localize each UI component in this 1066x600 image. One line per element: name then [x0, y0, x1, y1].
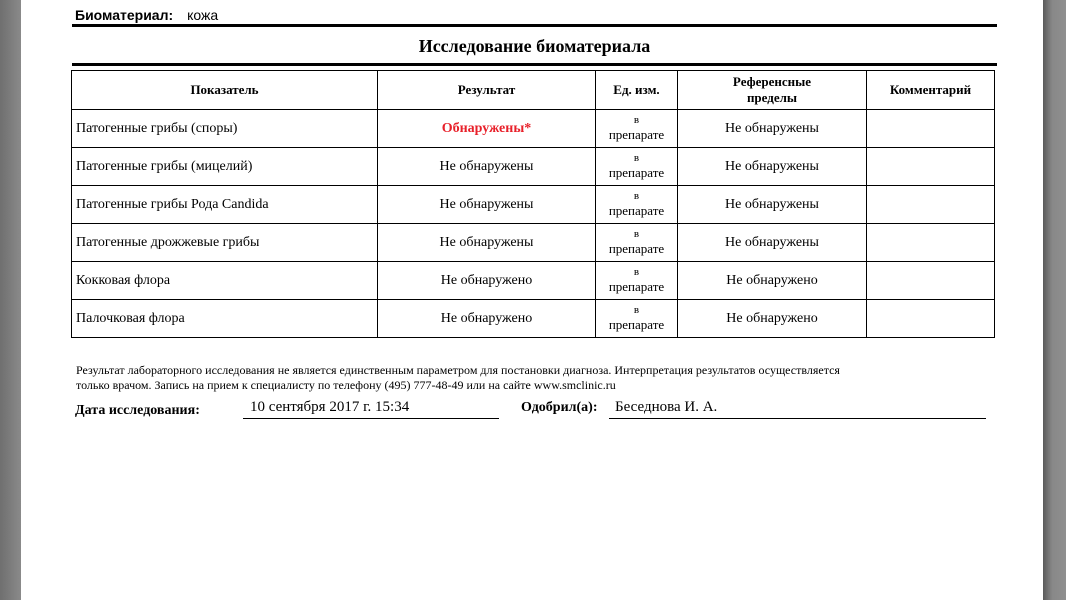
- cell-result: Не обнаружены: [378, 148, 596, 186]
- approved-value-wrap: [615, 398, 717, 416]
- cell-reference: Не обнаружены: [678, 186, 867, 224]
- col-header-comment: Комментарий: [867, 71, 995, 110]
- approved-value: Беседнова И. А.: [615, 399, 718, 415]
- cell-result: Не обнаружено: [378, 262, 596, 300]
- approved-underline: [609, 418, 986, 419]
- cell-unit: [596, 186, 678, 224]
- cell-unit: [596, 148, 678, 186]
- cell-comment: [867, 300, 995, 338]
- biomaterial-label: Биоматериал:: [75, 7, 174, 23]
- approved-label: Одобрил(а):: [521, 400, 598, 415]
- cell-comment: [867, 262, 995, 300]
- cell-comment: [867, 224, 995, 262]
- disclaimer-line2: только врачом. Запись на прием к специалисту по телефону (495) 777-48-49 или на сайте www.smclinic.ru: [76, 378, 616, 392]
- date-underline: [243, 418, 499, 419]
- document-page: [21, 0, 1043, 600]
- title-rule: [72, 63, 997, 66]
- cell-comment: [867, 148, 995, 186]
- date-label-wrap: [75, 401, 200, 419]
- cell-result-positive: Обнаружены*: [378, 110, 596, 148]
- cell-reference: Не обнаружены: [678, 110, 867, 148]
- cell-unit-line1: в: [633, 114, 640, 126]
- cell-result: Не обнаружены: [378, 224, 596, 262]
- date-value: 10 сентября 2017 г. 15:34: [250, 399, 410, 415]
- cell-reference: Не обнаружены: [678, 148, 867, 186]
- table-header-row: [72, 71, 995, 110]
- cell-indicator: Патогенные грибы Рода Candida: [72, 186, 378, 224]
- col-header-indicator: Показатель: [72, 71, 378, 110]
- cell-indicator: Патогенные грибы (мицелий): [72, 148, 378, 186]
- cell-reference: Не обнаружено: [678, 262, 867, 300]
- cell-result: Не обнаружены: [378, 186, 596, 224]
- top-rule: [72, 24, 997, 27]
- cell-reference: Не обнаружены: [678, 224, 867, 262]
- cell-indicator: Патогенные дрожжевые грибы: [72, 224, 378, 262]
- cell-unit-line1: в: [633, 228, 640, 240]
- section-title: Исследование биоматериала: [418, 36, 651, 56]
- cell-reference: Не обнаружено: [678, 300, 867, 338]
- biomaterial-value: кожа: [187, 7, 219, 23]
- col-header-result: Результат: [378, 71, 596, 110]
- cell-result: Не обнаружено: [378, 300, 596, 338]
- col-header-unit: Ед. изм.: [596, 71, 678, 110]
- table-row: [72, 224, 995, 262]
- table-row: [72, 300, 995, 338]
- viewer-left-margin: [0, 0, 21, 600]
- cell-unit-line1: в: [633, 304, 640, 316]
- cell-indicator: Кокковая флора: [72, 262, 378, 300]
- cell-unit: [596, 110, 678, 148]
- cell-unit-line2: препарате: [608, 165, 665, 180]
- cell-comment: [867, 110, 995, 148]
- cell-unit-line2: препарате: [608, 317, 665, 332]
- cell-unit-line1: в: [633, 266, 640, 278]
- table-row: [72, 186, 995, 224]
- cell-indicator: Палочковая флора: [72, 300, 378, 338]
- cell-unit: [596, 262, 678, 300]
- cell-unit-line2: препарате: [608, 241, 665, 256]
- date-value-wrap: [250, 398, 409, 416]
- cell-unit: [596, 224, 678, 262]
- approved-label-wrap: [521, 398, 597, 416]
- cell-indicator: Патогенные грибы (споры): [72, 110, 378, 148]
- disclaimer-note: [76, 363, 991, 393]
- cell-unit-line2: препарате: [608, 279, 665, 294]
- col-header-reference-line1: Референсные: [732, 74, 812, 89]
- table-row: [72, 110, 995, 148]
- table-row: [72, 262, 995, 300]
- biomaterial-line: [75, 7, 218, 23]
- date-label: Дата исследования:: [75, 403, 200, 418]
- cell-unit-line2: препарате: [608, 203, 665, 218]
- viewer-right-margin: [1043, 0, 1066, 600]
- cell-unit-line1: в: [633, 152, 640, 164]
- cell-unit-line2: препарате: [608, 127, 665, 142]
- cell-unit: [596, 300, 678, 338]
- cell-comment: [867, 186, 995, 224]
- col-header-reference: [678, 71, 867, 110]
- col-header-reference-line2: пределы: [746, 90, 798, 105]
- disclaimer-line1: Результат лабораторного исследования не является единственным параметром для постановки диагноза. Интерпретация результатов осуществляется: [76, 363, 840, 377]
- cell-unit-line1: в: [633, 190, 640, 202]
- results-table: [71, 70, 995, 338]
- table-row: [72, 148, 995, 186]
